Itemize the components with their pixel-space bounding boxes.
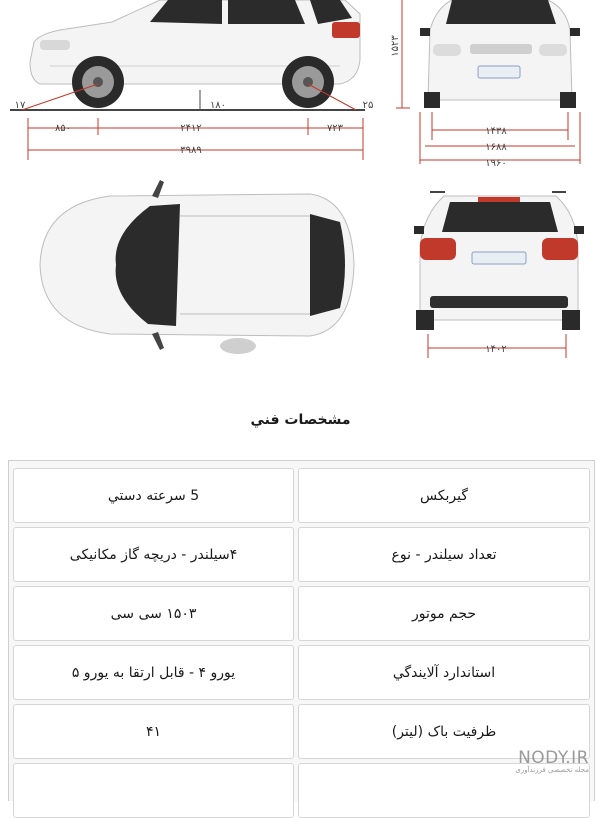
approach-angle-label: ۱۷ [14,100,26,111]
spec-value: ۴سيلندر - دريچه گاز مکانيکی [13,527,294,582]
spec-label: ظرفيت باک (ليتر) [298,704,590,759]
spec-table [8,460,595,801]
spec-row-emission [13,645,590,700]
watermark-logo-text: NODY.IR [518,748,589,768]
spec-label: گيربکس [298,468,590,523]
rear-view-car [414,192,584,358]
overall-length-label: ۳۹۸۹ [180,145,202,156]
side-rear-window [228,0,305,24]
left-tail-light [420,238,456,260]
width-mirrors-label: ۱۹۶۰ [485,158,507,169]
side-headlight [40,40,70,50]
rear-track-label: ۱۴۰۲ [485,344,507,355]
car-dimensions-diagram [0,0,601,395]
section-title: مشخصات فني [250,412,351,428]
spec-row-engine-volume [13,586,590,641]
height-label: ۱۵۲۳ [390,35,401,57]
spec-row-gearbox [13,468,590,523]
top-view-car [40,180,354,354]
wheelbase-label: ۲۴۱۲ [180,123,202,134]
right-tail-light [542,238,578,260]
spec-label: استاندارد آلايندگي [298,645,590,700]
front-windshield [446,0,556,24]
top-rear-window [310,214,345,316]
spec-row-partial [13,763,590,818]
spec-value: 5 سرعته دستي [13,468,294,523]
side-tail-light [332,22,360,38]
departure-angle-label: ۲۵ [362,100,374,111]
ground-clearance-label: ۱۸۰ [209,100,227,111]
spec-label: تعداد سيلندر - نوع [298,527,590,582]
spec-row-tank-capacity [13,704,590,759]
front-view-car [396,0,580,164]
rear-overhang-label: ۷۲۳ [326,123,344,134]
spec-value: ۱۵۰۳ سی سی [13,586,294,641]
front-overhang-label: ۸۵۰ [54,123,72,134]
spec-label: حجم موتور [298,586,590,641]
body-width-label: ۱۶۸۸ [485,142,507,153]
rear-window [442,202,558,232]
front-track-label: ۱۴۳۸ [485,126,507,137]
spec-value: ۴۱ [13,704,294,759]
site-watermark [515,748,589,774]
spec-value [13,763,294,818]
side-view-car [10,0,365,160]
spec-value: يورو ۴ - قابل ارتقا به يورو ۵ [13,645,294,700]
watermark-tagline: مجله تخصصی فرزندآوری [515,766,589,774]
spec-row-cylinders [13,527,590,582]
